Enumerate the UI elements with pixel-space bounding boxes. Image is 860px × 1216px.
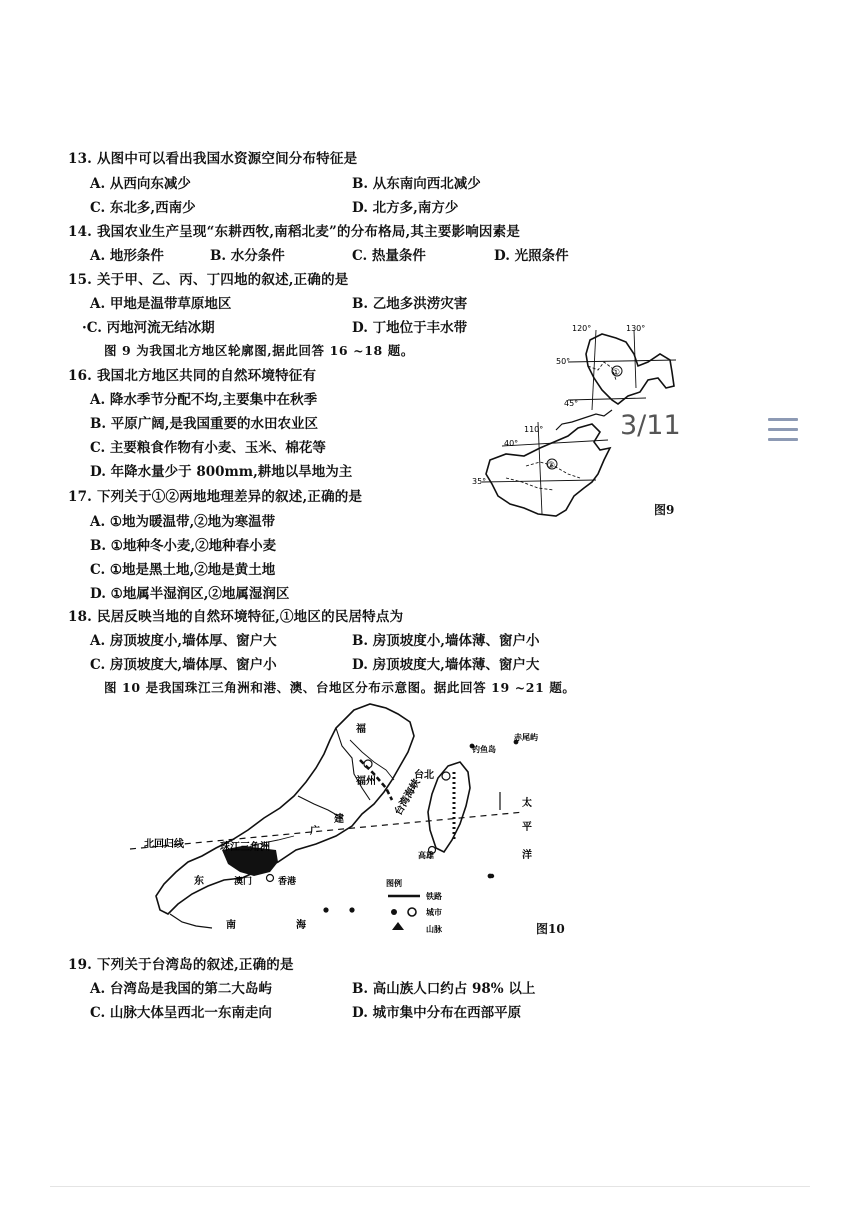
fig10-fu: 福	[356, 724, 366, 735]
q19-option-a: A. 台湾岛是我国的第二大岛屿	[90, 981, 272, 997]
fig10-guang: 广	[310, 826, 320, 837]
q13-option-d: D. 北方多,南方少	[352, 200, 459, 216]
q18-option-a: A. 房顶坡度小,墙体厚、窗户大	[90, 633, 277, 649]
fig10-nan: 南	[226, 920, 236, 931]
fig10-diaoyu: 钓鱼岛	[472, 745, 496, 754]
question-15-stem: 15. 关于甲、乙、丙、丁四地的叙述,正确的是	[68, 272, 349, 288]
q16-option-d: D. 年降水量少于 800mm,耕地以旱地为主	[90, 464, 353, 480]
q17-option-b: B. ①地种冬小麦,②地种春小麦	[90, 538, 277, 554]
figure-9-label: 图9	[654, 503, 675, 517]
q15-option-c: ·C. 丙地河流无结冰期	[82, 320, 215, 336]
fig10-legend-mountain: 山脉	[426, 925, 442, 934]
question-18-stem: 18. 民居反映当地的自然环境特征,①地区的民居特点为	[68, 609, 404, 625]
fig10-dong: 东	[194, 876, 204, 887]
fig9-lat-50: 50°	[556, 357, 571, 366]
q17-option-a: A. ①地为暖温带,②地为寒温带	[90, 514, 276, 530]
question-14-stem: 14. 我国农业生产呈现“东耕西牧,南稻北麦”的分布格局,其主要影响因素是	[68, 224, 521, 240]
q14-option-a: A. 地形条件	[90, 248, 164, 264]
fig10-aomen: 澳门	[234, 877, 253, 887]
fig10-pacific-yang: 洋	[522, 850, 532, 861]
figure-10-map	[130, 700, 580, 945]
figure-10-intro: 图 10 是我国珠江三角洲和港、澳、台地区分布示意图。据此回答 19 ~21 题。	[104, 680, 576, 695]
q16-option-c: C. 主要粮食作物有小麦、玉米、棉花等	[90, 440, 326, 456]
fig9-lat-35: 35°	[472, 477, 487, 486]
q19-option-d: D. 城市集中分布在西部平原	[352, 1005, 522, 1021]
fig9-mark-1: ①	[612, 368, 621, 378]
page-bottom-divider	[50, 1186, 810, 1187]
q15-option-b: B. 乙地多洪涝灾害	[352, 296, 468, 312]
q17-option-d: D. ①地属半湿润区,②地属湿润区	[90, 586, 290, 602]
q19-option-c: C. 山脉大体呈西北一东南走向	[90, 1005, 272, 1021]
q15-option-a: A. 甲地是温带草原地区	[90, 296, 232, 312]
fig10-gaoxiong: 高雄	[418, 851, 434, 860]
q14-option-c: C. 热量条件	[352, 248, 426, 264]
fig10-legend-rail: 铁路	[426, 892, 442, 901]
fig9-mark-2: ②	[547, 461, 556, 471]
menu-icon[interactable]	[766, 414, 800, 444]
fig10-taiwan-strait: 台湾海峡	[393, 777, 423, 818]
fig10-prd-label: 珠江三角洲	[220, 842, 270, 853]
page-indicator: 3/11	[620, 410, 681, 441]
question-17-stem: 17. 下列关于①②两地地理差异的叙述,正确的是	[68, 489, 363, 505]
q13-option-c: C. 东北多,西南少	[90, 200, 196, 216]
question-19-stem: 19. 下列关于台湾岛的叙述,正确的是	[68, 957, 294, 973]
fig10-pacific-tai: 太	[522, 798, 532, 809]
q16-option-a: A. 降水季节分配不均,主要集中在秋季	[90, 392, 318, 408]
q15-option-d: D. 丁地位于丰水带	[352, 320, 468, 336]
q14-option-b: B. 水分条件	[210, 248, 285, 264]
fig9-lat-40: 40°	[504, 439, 519, 448]
q16-option-b: B. 平原广阔,是我国重要的水田农业区	[90, 416, 319, 432]
fig9-lon-130: 130°	[626, 324, 646, 333]
q18-option-c: C. 房顶坡度大,墙体厚、窗户小	[90, 657, 277, 673]
q18-option-d: D. 房顶坡度大,墙体薄、窗户大	[352, 657, 540, 673]
fig9-lon-120: 120°	[572, 324, 592, 333]
fig10-jian: 建	[334, 814, 344, 825]
fig10-tropic-label: 北回归线	[144, 839, 184, 850]
q14-option-d: D. 光照条件	[494, 248, 569, 264]
fig10-pacific-ping: 平	[522, 822, 532, 833]
q18-option-b: B. 房顶坡度小,墙体薄、窗户小	[352, 633, 540, 649]
q17-option-c: C. ①地是黑土地,②地是黄土地	[90, 562, 276, 578]
fig10-hk: 香港	[278, 877, 297, 887]
fig10-hai: 海	[296, 920, 306, 931]
fig10-chiwei: 赤尾屿	[514, 733, 538, 742]
fig10-legend-title: 图例	[386, 879, 402, 888]
figure-10-label: 图10	[536, 922, 565, 936]
fig9-lon-110: 110°	[524, 425, 544, 434]
fig10-taibei: 台北	[414, 770, 434, 781]
q13-option-b: B. 从东南向西北减少	[352, 176, 481, 192]
question-16-stem: 16. 我国北方地区共同的自然环境特征有	[68, 368, 317, 384]
question-13-stem: 13. 从图中可以看出我国水资源空间分布特征是	[68, 151, 358, 167]
fig9-lat-45: 45°	[564, 399, 579, 408]
q19-option-b: B. 高山族人口约占 98% 以上	[352, 981, 536, 997]
fig10-legend-city: 城市	[426, 908, 442, 917]
fig10-fuzhou: 福州	[356, 776, 376, 787]
q13-option-a: A. 从西向东减少	[90, 176, 191, 192]
figure-9-intro: 图 9 为我国北方地区轮廓图,据此回答 16 ~18 题。	[104, 343, 414, 358]
